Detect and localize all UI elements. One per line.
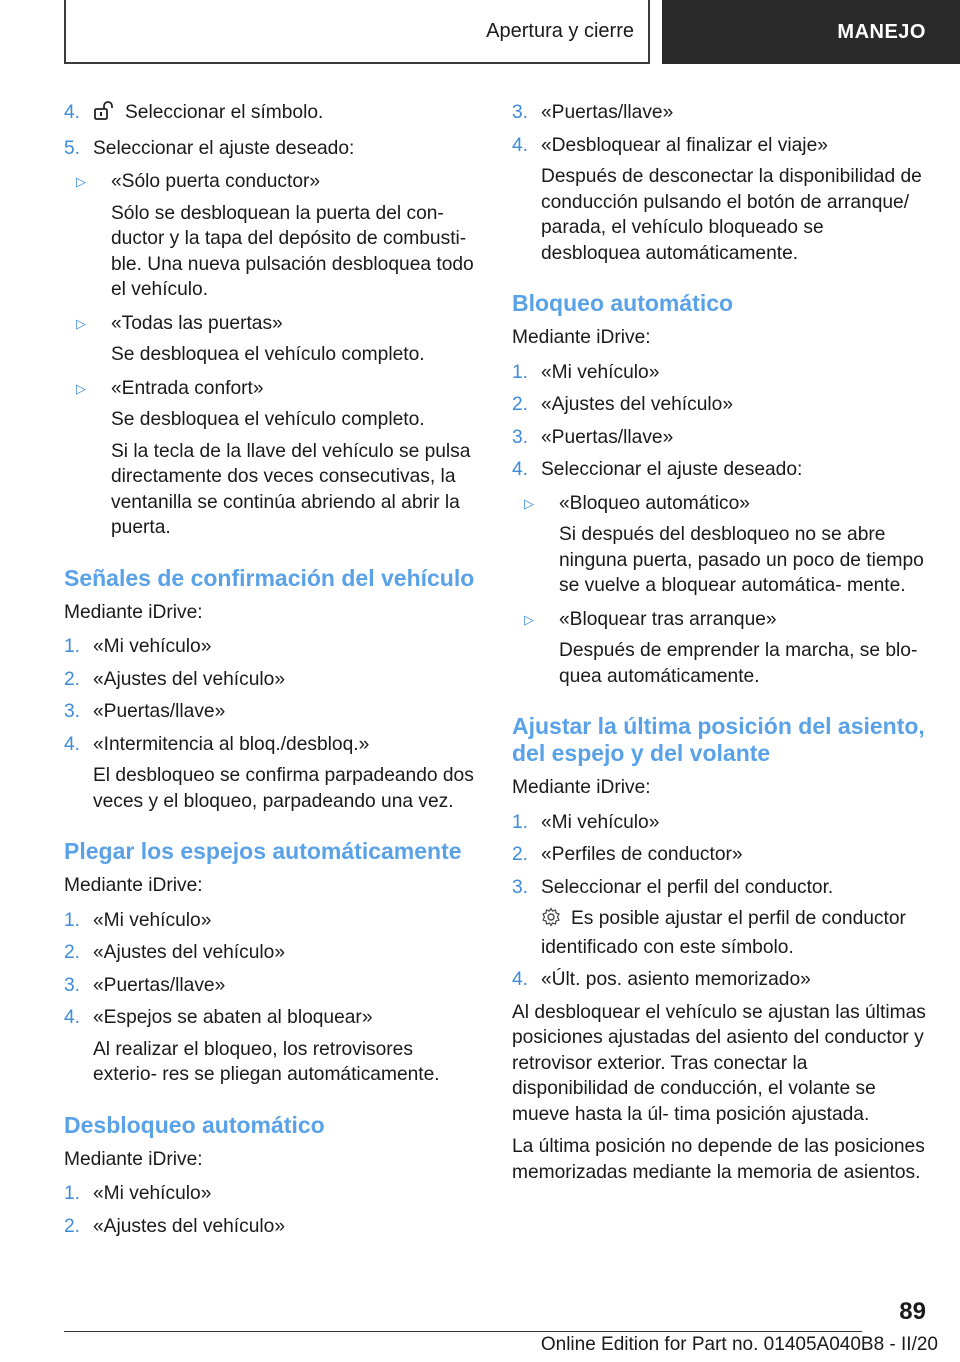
intro-text: Mediante iDrive: [64, 875, 203, 896]
sub-item [512, 607, 927, 690]
header-section-tab [64, 0, 650, 64]
step-text: «Mi vehículo» [93, 636, 212, 657]
list-item [64, 699, 479, 725]
step-number: 4. [64, 733, 81, 755]
sub-desc: Si después del desbloqueo no se abre ninguna puerta, pasado un poco de tiempo se vuelve a bloquear automática‐ mente. [559, 524, 924, 596]
step-text: «Mi vehículo» [93, 1183, 212, 1204]
step-number: 2. [512, 844, 529, 865]
sub-label: «Bloqueo automático» [559, 492, 750, 514]
list-item [512, 360, 927, 386]
step-text: Seleccionar el símbolo. [125, 102, 324, 123]
step-text: «Ajustes del vehículo» [93, 1215, 285, 1237]
sub-label: «Entrada confort» [111, 377, 264, 399]
step-number: 1. [64, 636, 81, 657]
sub-desc: Sólo se desbloquean la puerta del con‐ ductor y la tapa del depósito de combusti‐ ble. Una nueva pulsación desbloquea todo el vehículo. [111, 202, 474, 300]
list-item [512, 842, 927, 868]
sub-label: «Bloquear tras arranque» [559, 608, 777, 630]
heading-desbloqueo: Desbloqueo automático [64, 1111, 325, 1138]
step-number: 4. [512, 459, 529, 480]
list-item [64, 634, 479, 660]
step-number: 4. [512, 134, 529, 156]
list-item [512, 133, 927, 267]
step-text: «Mi vehículo» [541, 811, 660, 833]
list-item [512, 875, 927, 961]
step-text: «Ajustes del vehículo» [93, 668, 285, 690]
step-text: «Últ. pos. asiento memorizado» [541, 969, 811, 990]
list-item [64, 940, 479, 966]
list-item [512, 810, 927, 836]
step-text: «Desbloquear al finalizar el viaje» [541, 134, 828, 156]
right-column [512, 100, 927, 1192]
step-desc: Después de desconectar la disponibilidad de conducción pulsando el botón de arranque/ parada, el vehículo bloqueado se desbloquea automáticamente. [541, 166, 922, 264]
step-text: «Puertas/llave» [93, 974, 226, 996]
list-item [512, 425, 927, 451]
list-item [512, 100, 927, 126]
step-text: «Puertas/llave» [93, 701, 226, 722]
sub-item [64, 311, 479, 368]
step-text: «Espejos se abaten al bloquear» [93, 1007, 373, 1028]
list-item [512, 392, 927, 418]
footer-divider [64, 1331, 862, 1332]
sub-item [64, 376, 479, 541]
step-number: 4. [64, 102, 81, 123]
list-item [64, 667, 479, 693]
sub-item [64, 169, 479, 303]
step-text: «Puertas/llave» [541, 426, 674, 448]
sub-item [512, 491, 927, 599]
step-text: Seleccionar el ajuste deseado: [541, 459, 803, 480]
list-item [64, 908, 479, 934]
list-item [512, 967, 927, 993]
footer-edition: Online Edition for Part no. 01405A040B8 - II/20 [540, 1334, 938, 1355]
step-number: 1. [512, 361, 529, 383]
page-number: 89 [899, 1298, 926, 1325]
heading-plegar: Plegar los espejos automáticamente [64, 838, 462, 864]
paragraph: La última posición no depende de las posiciones memorizadas mediante la memoria de asientos. [512, 1136, 925, 1183]
triangle-bullet-icon: ▷ [76, 315, 86, 331]
sub-desc: Se desbloquea el vehículo completo. [111, 344, 425, 365]
paragraph: Al desbloquear el vehículo se ajustan las últimas posiciones ajustadas del asiento del conductor y retrovisor exterior. Tras conectar la disponibilidad de conducción, el volante se mueve hasta la úl‐ tima posición ajustada. [512, 1001, 926, 1125]
list-item [64, 1214, 479, 1240]
step-number: 2. [64, 668, 81, 690]
step-number: 1. [64, 1183, 81, 1204]
step-number: 2. [64, 1215, 81, 1237]
step-number: 3. [512, 426, 529, 448]
step-desc: Es posible ajustar el perfil de conductor identificado con este símbolo. [541, 908, 906, 958]
step-number: 4. [64, 1007, 81, 1028]
step-number: 2. [64, 942, 81, 963]
sub-label: «Sólo puerta conductor» [111, 171, 321, 192]
sub-desc: Después de emprender la marcha, se blo‐ quea automáticamente. [559, 640, 918, 687]
step-number: 3. [64, 701, 81, 722]
list-item [64, 1181, 479, 1207]
header-chapter-tab [662, 0, 960, 64]
step-number: 2. [512, 394, 529, 415]
step-text: «Puertas/llave» [541, 102, 674, 123]
step-text: Seleccionar el ajuste deseado: [93, 137, 355, 159]
step-number: 3. [512, 876, 529, 898]
list-item [64, 973, 479, 999]
list-item [64, 100, 479, 129]
list-item [512, 457, 927, 483]
intro-text: Mediante iDrive: [64, 1148, 203, 1170]
header-chapter-title: MANEJO [837, 20, 926, 43]
step-desc: Al realizar el bloqueo, los retrovisores exterio‐ res se pliegan automáticamente. [93, 1038, 440, 1085]
intro-text: Mediante iDrive: [64, 601, 203, 623]
triangle-bullet-icon: ▷ [76, 174, 86, 189]
heading-bloqueo: Bloqueo automático [512, 290, 734, 316]
triangle-bullet-icon: ▷ [524, 611, 534, 627]
intro-text: Mediante iDrive: [512, 327, 651, 348]
heading-ajustar: Ajustar la última posición del asiento, del espejo y del volante [512, 713, 925, 766]
sub-label: «Todas las puertas» [111, 312, 283, 334]
step-number: 3. [512, 102, 529, 123]
step-number: 1. [64, 909, 81, 931]
step-text: «Mi vehículo» [541, 361, 660, 383]
gear-profile-icon [541, 907, 561, 935]
left-column [64, 100, 479, 1246]
header-section-title: Apertura y cierre [486, 19, 634, 42]
step-number: 3. [64, 974, 81, 996]
sub-desc: Si la tecla de la llave del vehículo se pulsa directamente dos veces consecutivas, la ventanilla se continúa abriendo al abrir la puerta. [111, 440, 471, 538]
triangle-bullet-icon: ▷ [76, 380, 86, 396]
step-text: Seleccionar el perfil del conductor. [541, 876, 834, 898]
step-text: «Intermitencia al bloq./desbloq.» [93, 733, 370, 755]
list-item [64, 136, 479, 162]
list-item [64, 732, 479, 815]
step-number: 1. [512, 811, 529, 833]
sub-desc: Se desbloquea el vehículo completo. [111, 409, 425, 430]
step-text: «Mi vehículo» [93, 909, 212, 931]
step-text: «Ajustes del vehículo» [541, 394, 733, 415]
step-text: «Perfiles de conductor» [541, 844, 743, 865]
step-number: 5. [64, 137, 81, 159]
heading-senales: Señales de confirmación del vehículo [64, 564, 475, 591]
list-item [64, 1005, 479, 1088]
step-number: 4. [512, 969, 529, 990]
triangle-bullet-icon: ▷ [524, 495, 534, 511]
unlock-icon [93, 101, 115, 129]
intro-text: Mediante iDrive: [512, 777, 651, 798]
step-text: «Ajustes del vehículo» [93, 942, 285, 963]
step-desc: El desbloqueo se confirma parpadeando dos veces y el bloqueo, parpadeando una vez. [93, 765, 474, 812]
